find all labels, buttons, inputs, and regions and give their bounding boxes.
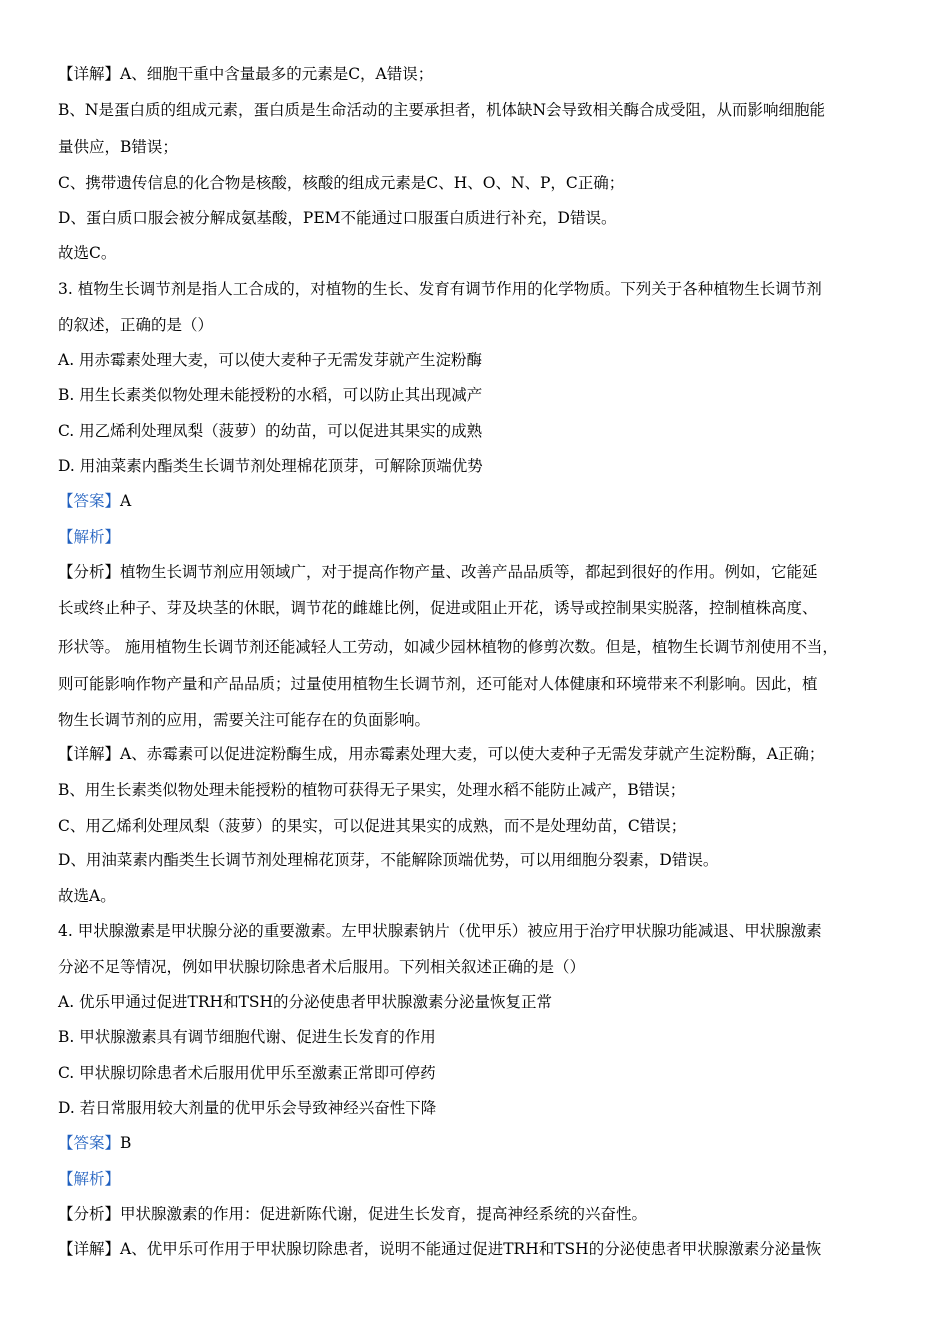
answer-value: B — [120, 1134, 132, 1152]
option-a: A. 用赤霉素处理大麦，可以使大麦种子无需发芽就产生淀粉酶 — [58, 351, 483, 369]
text-line: 故选A。 — [58, 887, 116, 905]
question-stem: 4. 甲状腺激素是甲状腺分泌的重要激素。左甲状腺素钠片（优甲乐）被应用于治疗甲状腺功能减退、甲状腺激素 — [58, 922, 822, 940]
text-line: 【详解】A、优甲乐可作用于甲状腺切除患者，说明不能通过促进TRH和TSH的分泌使患者甲状腺激素分泌量恢 — [58, 1240, 822, 1258]
option-d: D. 若日常服用较大剂量的优甲乐会导致神经兴奋性下降 — [58, 1099, 437, 1117]
text-line: 形状等。 施用植物生长调节剂还能减轻人工劳动，如减少园林植物的修剪次数。但是，植物生长调节剂使用不当， — [58, 638, 838, 656]
text-line: B、用生长素类似物处理未能授粉的植物可获得无子果实，处理水稻不能防止减产，B错误； — [58, 781, 686, 799]
analysis-tag: 【解析】 — [58, 528, 121, 546]
text-line: 【详解】A、细胞干重中含量最多的元素是C，A错误； — [58, 65, 434, 83]
text-line: 【分析】植物生长调节剂应用领域广，对于提高作物产量、改善产品品质等，都起到很好的作用。例如，它能延 — [58, 563, 818, 581]
text-line: 故选C。 — [58, 244, 117, 262]
text-line: D、蛋白质口服会被分解成氨基酸，PEM不能通过口服蛋白质进行补充，D错误。 — [58, 209, 617, 227]
text-line: C、用乙烯利处理凤梨（菠萝）的果实，可以促进其果实的成熟，而不是处理幼苗，C错误； — [58, 817, 687, 835]
answer-line — [58, 491, 131, 511]
answer-value: A — [120, 492, 132, 510]
option-c: C. 用乙烯利处理凤梨（菠萝）的幼苗，可以促进其果实的成熟 — [58, 422, 483, 440]
option-b: B. 甲状腺激素具有调节细胞代谢、促进生长发育的作用 — [58, 1028, 436, 1046]
text-line: 则可能影响作物产量和产品品质；过量使用植物生长调节剂，还可能对人体健康和环境带来不利影响。因此，植 — [58, 675, 818, 693]
text-line: 长或终止种子、芽及块茎的休眠，调节花的雌雄比例，促进或阻止开花，诱导或控制果实脱落，控制植株高度、 — [58, 599, 818, 617]
text-line: 【分析】甲状腺激素的作用：促进新陈代谢，促进生长发育，提高神经系统的兴奋性。 — [58, 1205, 648, 1223]
text-line: C、携带遗传信息的化合物是核酸，核酸的组成元素是C、H、O、N、P，C正确； — [58, 174, 625, 192]
question-stem: 分泌不足等情况，例如甲状腺切除患者术后服用。下列相关叙述正确的是（） — [58, 958, 586, 976]
question-stem: 的叙述，正确的是（） — [58, 316, 214, 334]
text-line: 量供应，B错误； — [58, 138, 178, 156]
text-line: B、N是蛋白质的组成元素，蛋白质是生命活动的主要承担者，机体缺N会导致相关酶合成受阻，从而影响细胞能 — [58, 101, 826, 119]
option-d: D. 用油菜素内酯类生长调节剂处理棉花顶芽，可解除顶端优势 — [58, 457, 483, 475]
answer-line — [58, 1133, 131, 1153]
analysis-tag: 【解析】 — [58, 1170, 121, 1188]
option-c: C. 甲状腺切除患者术后服用优甲乐至激素正常即可停药 — [58, 1064, 436, 1082]
answer-tag: 【答案】 — [58, 1134, 121, 1152]
answer-tag: 【答案】 — [58, 492, 121, 510]
option-a: A. 优乐甲通过促进TRH和TSH的分泌使患者甲状腺激素分泌量恢复正常 — [58, 993, 553, 1011]
text-line: D、用油菜素内酯类生长调节剂处理棉花顶芽，不能解除顶端优势，可以用细胞分裂素，D错误。 — [58, 851, 719, 869]
option-b: B. 用生长素类似物处理未能授粉的水稻，可以防止其出现减产 — [58, 386, 483, 404]
text-line: 【详解】A、赤霉素可以促进淀粉酶生成，用赤霉素处理大麦，可以使大麦种子无需发芽就产生淀粉酶，A正确； — [58, 745, 825, 763]
text-line: 物生长调节剂的应用，需要关注可能存在的负面影响。 — [58, 711, 431, 729]
question-stem: 3. 植物生长调节剂是指人工合成的，对植物的生长、发育有调节作用的化学物质。下列关于各种植物生长调节剂 — [58, 280, 822, 298]
